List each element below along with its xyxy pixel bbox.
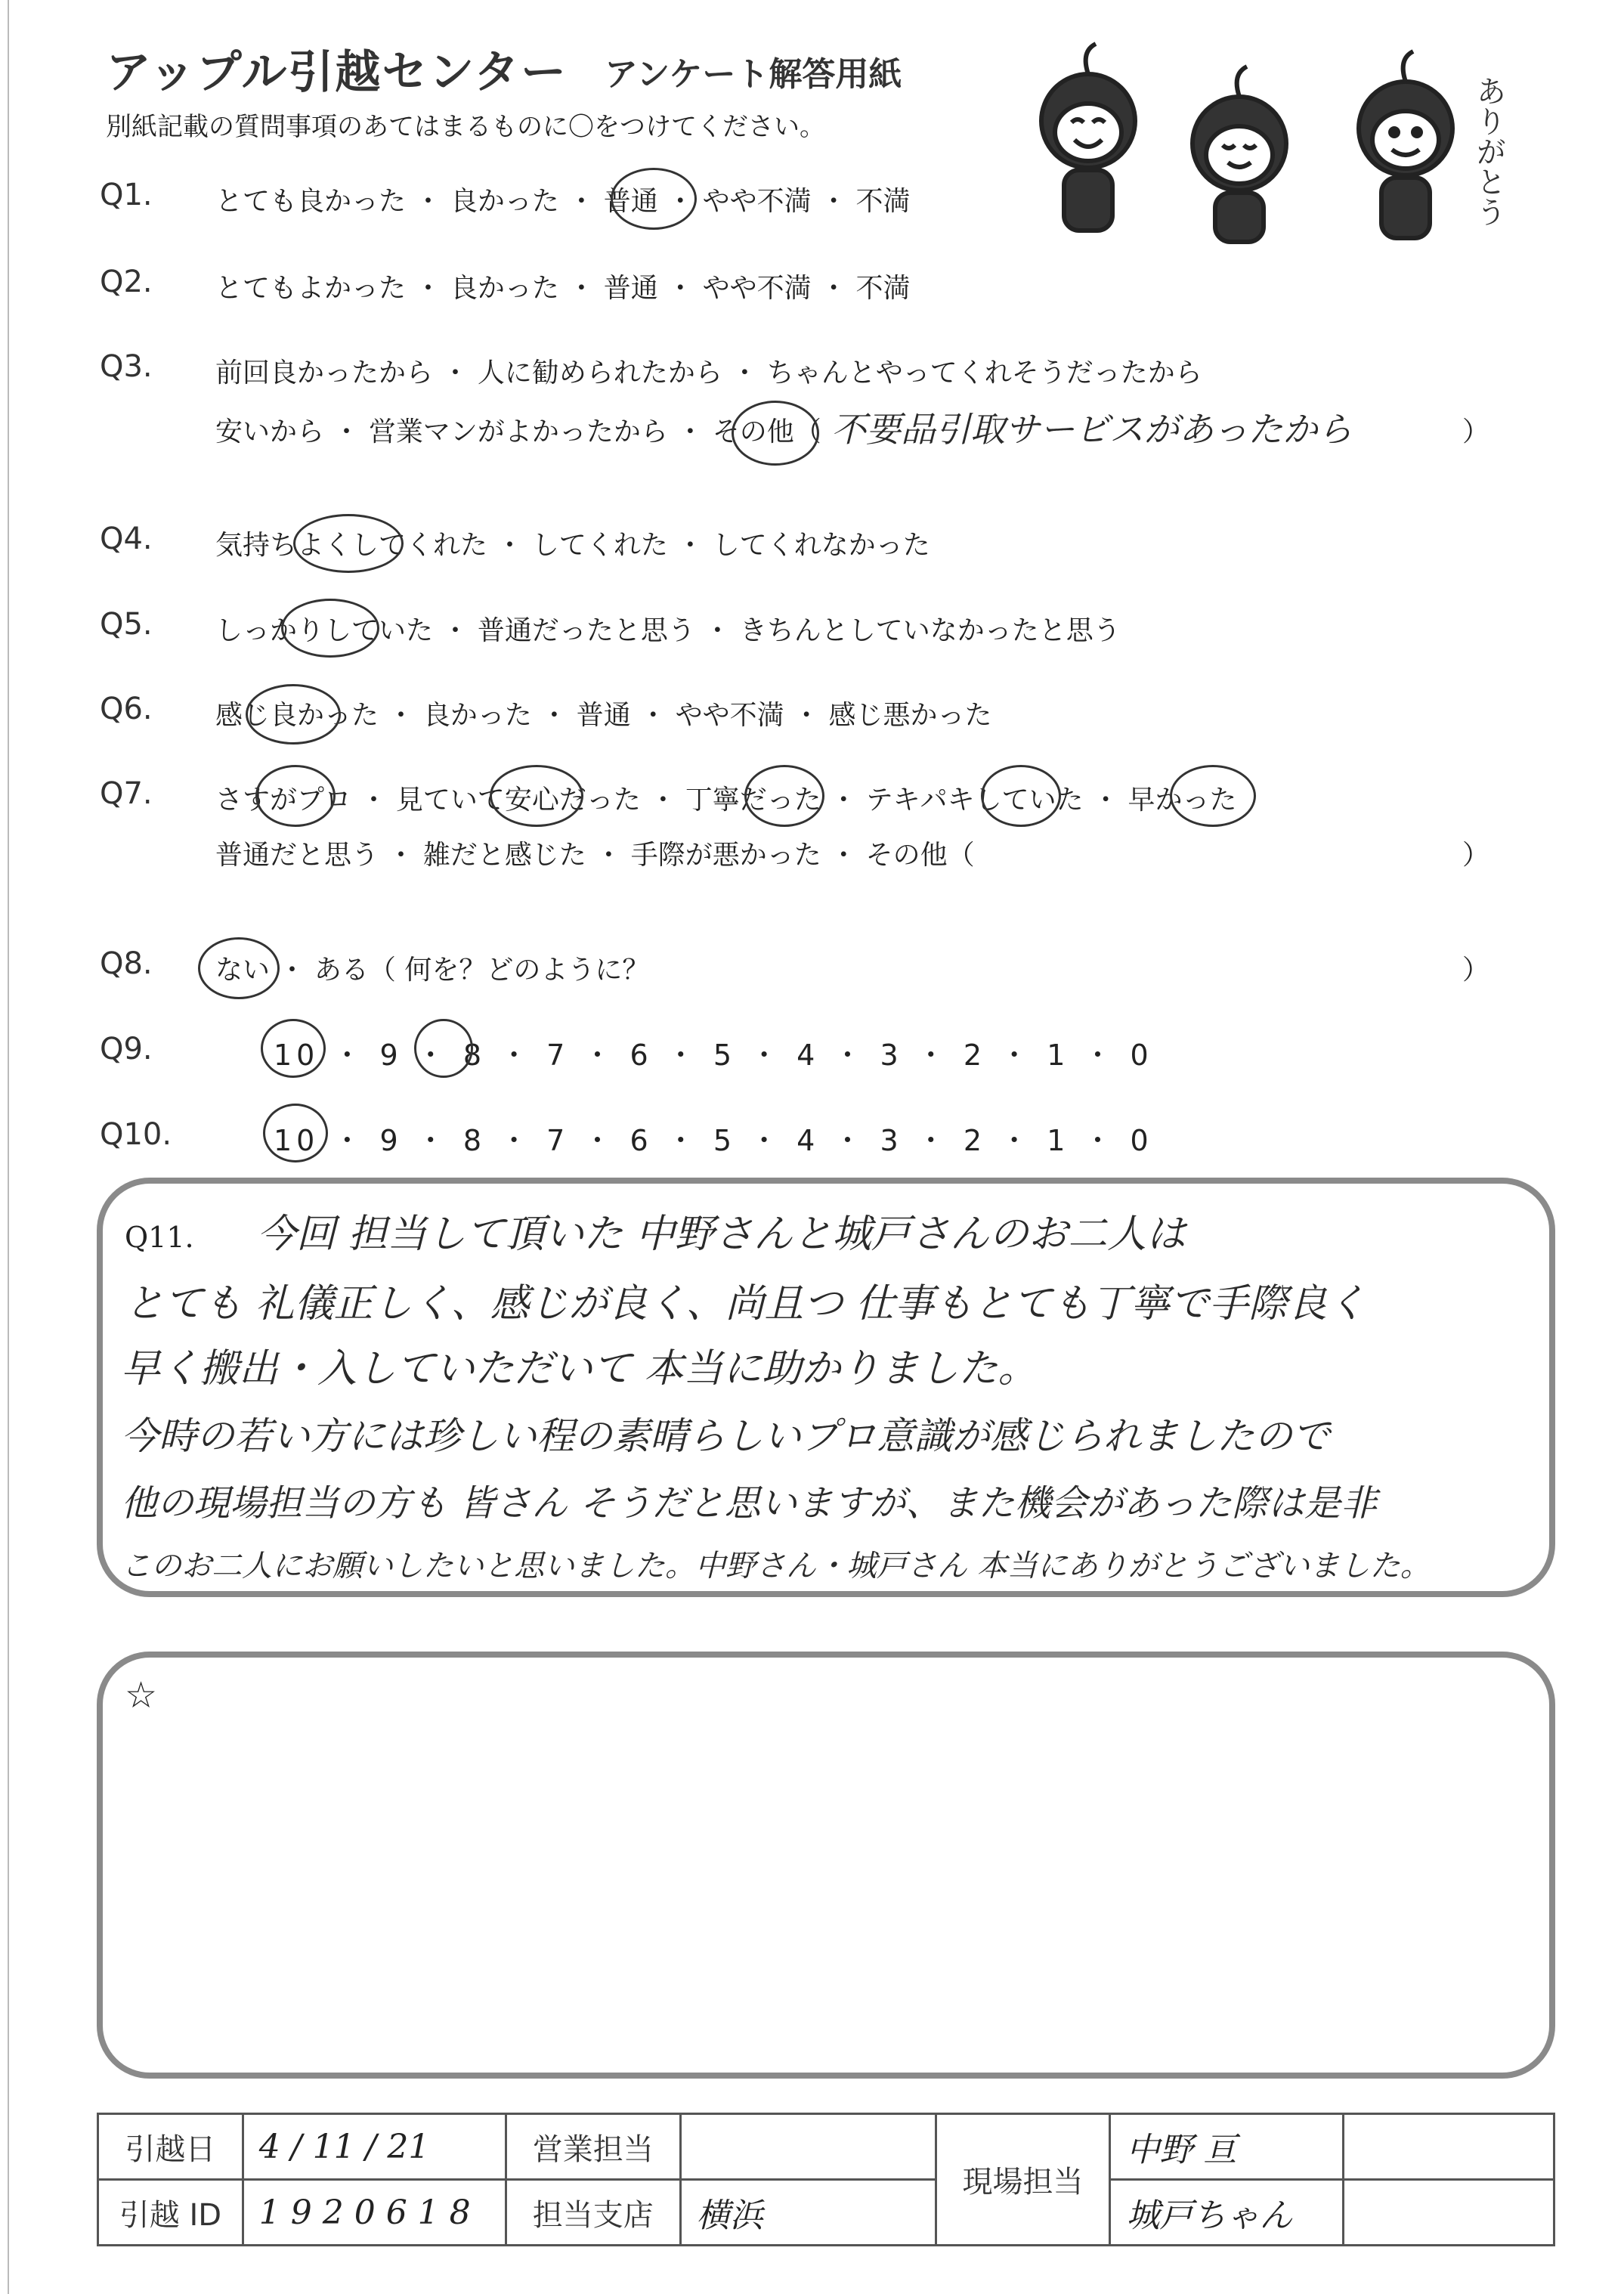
q5-label: Q5. <box>100 607 153 642</box>
q7-circle-hayakatta <box>1170 765 1256 827</box>
mascot-illustration <box>1013 30 1527 249</box>
q8-options[interactable]: ない ・ ある（ 何を？どのように？ <box>215 955 650 986</box>
q7-options-line2[interactable]: 普通だと思う ・ 雑だと感じた ・ 手際が悪かった ・ その他（ <box>215 840 975 871</box>
star-icon: ☆ <box>125 1674 158 1717</box>
q11-line-3: 早く搬出・入していただいて 本当に助かりました。 <box>121 1346 1038 1392</box>
q4-options[interactable]: 気持ちよくしてくれた ・ してくれた ・ してくれなかった <box>215 530 930 561</box>
q8-label: Q8. <box>100 946 153 981</box>
q1-label: Q1. <box>100 178 153 212</box>
q7-options-line1[interactable]: さすがプロ ・ 見ていて安心だった ・ 丁寧だった ・ テキパキしていた ・ 早かった <box>215 785 1237 816</box>
mascot-right <box>1359 51 1452 238</box>
move-id-label: 引越 ID <box>98 2180 243 2246</box>
scan-edge-line <box>8 0 9 2294</box>
q11-line-2: とても 礼儀正しく、感じが良く、尚且つ 仕事もとても丁寧で手際良く <box>125 1281 1366 1327</box>
q9-circle-8 <box>414 1019 473 1078</box>
q11-line-6: このお二人にお願いしたいと思いました。中野さん・城戸さん 本当にありがとうございました。 <box>121 1549 1431 1584</box>
q5-selected-circle <box>281 599 379 658</box>
q9-label: Q9. <box>100 1032 153 1067</box>
site-staff-value-2[interactable]: 城戸ちゃん <box>1110 2180 1344 2246</box>
q2-options[interactable]: とてもよかった ・ 良かった ・ 普通 ・ やや不満 ・ 不満 <box>215 273 911 304</box>
q3-other-handwritten: 不要品引取サービスがあったから <box>831 409 1353 450</box>
q11-line-1: 今回 担当して頂いた 中野さんと城戸さんのお二人は <box>257 1212 1186 1257</box>
branch-label: 担当支店 <box>506 2180 680 2246</box>
form-title: アンケート解答用紙 <box>605 55 902 94</box>
q11-line-5: 他の現場担当の方も 皆さん そうだと思いますが、また機会があった際は是非 <box>121 1482 1378 1525</box>
q10-circle-10 <box>263 1104 328 1162</box>
q1-selected-circle <box>611 168 697 230</box>
mascot-center <box>1192 67 1286 242</box>
q10-scale[interactable]: 10 ・ 9 ・ 8 ・ 7 ・ 6 ・ 5 ・ 4 ・ 3 ・ 2 ・ 1 ・ 0 <box>274 1124 1153 1157</box>
q7-circle-pro <box>255 765 336 827</box>
q11-label: Q11. <box>125 1221 194 1254</box>
q7-circle-teinei <box>744 765 824 827</box>
q7-circle-tekipaki <box>981 765 1061 827</box>
site-staff-label: 現場担当 <box>936 2114 1110 2246</box>
q9-circle-10 <box>261 1019 326 1078</box>
instruction-text: 別紙記載の質問事項のあてはまるものに〇をつけてください。 <box>106 112 825 142</box>
q8-close-paren: ） <box>1462 955 1490 986</box>
q5-options[interactable]: しっかりしていた ・ 普通だったと思う ・ きちんとしていなかったと思う <box>215 615 1121 646</box>
brand-name: アップル引越センター <box>106 46 568 99</box>
q7-close-paren: ） <box>1462 840 1490 871</box>
branch-value[interactable]: 横浜 <box>680 2180 936 2246</box>
q6-label: Q6. <box>100 692 153 726</box>
q3-options-line2[interactable]: 安いから ・ 営業マンがよかったから ・ その他（ <box>215 416 821 447</box>
q3-close-paren: ） <box>1462 416 1490 447</box>
q7-circle-anshin <box>490 765 583 827</box>
q1-options[interactable]: とても良かった ・ 良かった ・ 普通 ・ やや不満 ・ 不満 <box>215 186 911 217</box>
sales-rep-label: 営業担当 <box>506 2114 680 2180</box>
move-date-value[interactable]: 4 / 11 / 21 <box>243 2114 506 2180</box>
free-comment-box[interactable] <box>97 1652 1555 2079</box>
q11-line-4: 今時の若い方には珍しい程の素晴らしいプロ意識が感じられましたので <box>121 1414 1330 1458</box>
move-date-label: 引越日 <box>98 2114 243 2180</box>
q6-selected-circle <box>246 684 341 745</box>
footer-empty-cell-2 <box>1344 2180 1554 2246</box>
q4-selected-circle <box>293 514 404 573</box>
q8-selected-circle <box>198 937 280 999</box>
q10-label: Q10. <box>100 1117 172 1152</box>
q2-label: Q2. <box>100 265 153 299</box>
q7-label: Q7. <box>100 776 153 811</box>
footer-empty-cell-1 <box>1344 2114 1554 2180</box>
q3-options-line1[interactable]: 前回良かったから ・ 人に勧められたから ・ ちゃんとやってくれそうだったから <box>215 358 1202 389</box>
q3-selected-circle <box>732 401 819 466</box>
q6-options[interactable]: 感じ良かった ・ 良かった ・ 普通 ・ やや不満 ・ 感じ悪かった <box>215 700 992 731</box>
sales-rep-value[interactable] <box>680 2114 936 2180</box>
q9-scale[interactable]: 10 ・ 9 ・ 8 ・ 7 ・ 6 ・ 5 ・ 4 ・ 3 ・ 2 ・ 1 ・ 0 <box>274 1039 1153 1072</box>
mascot-left <box>1041 44 1135 231</box>
footer-table <box>97 2113 1555 2246</box>
q3-label: Q3. <box>100 349 153 384</box>
q4-label: Q4. <box>100 522 153 556</box>
move-id-value[interactable]: 1 9 2 0 6 1 8 <box>243 2180 506 2246</box>
mascot-caption: ありがとう <box>1471 76 1506 227</box>
site-staff-value-1[interactable]: 中野 亘 <box>1110 2114 1344 2180</box>
